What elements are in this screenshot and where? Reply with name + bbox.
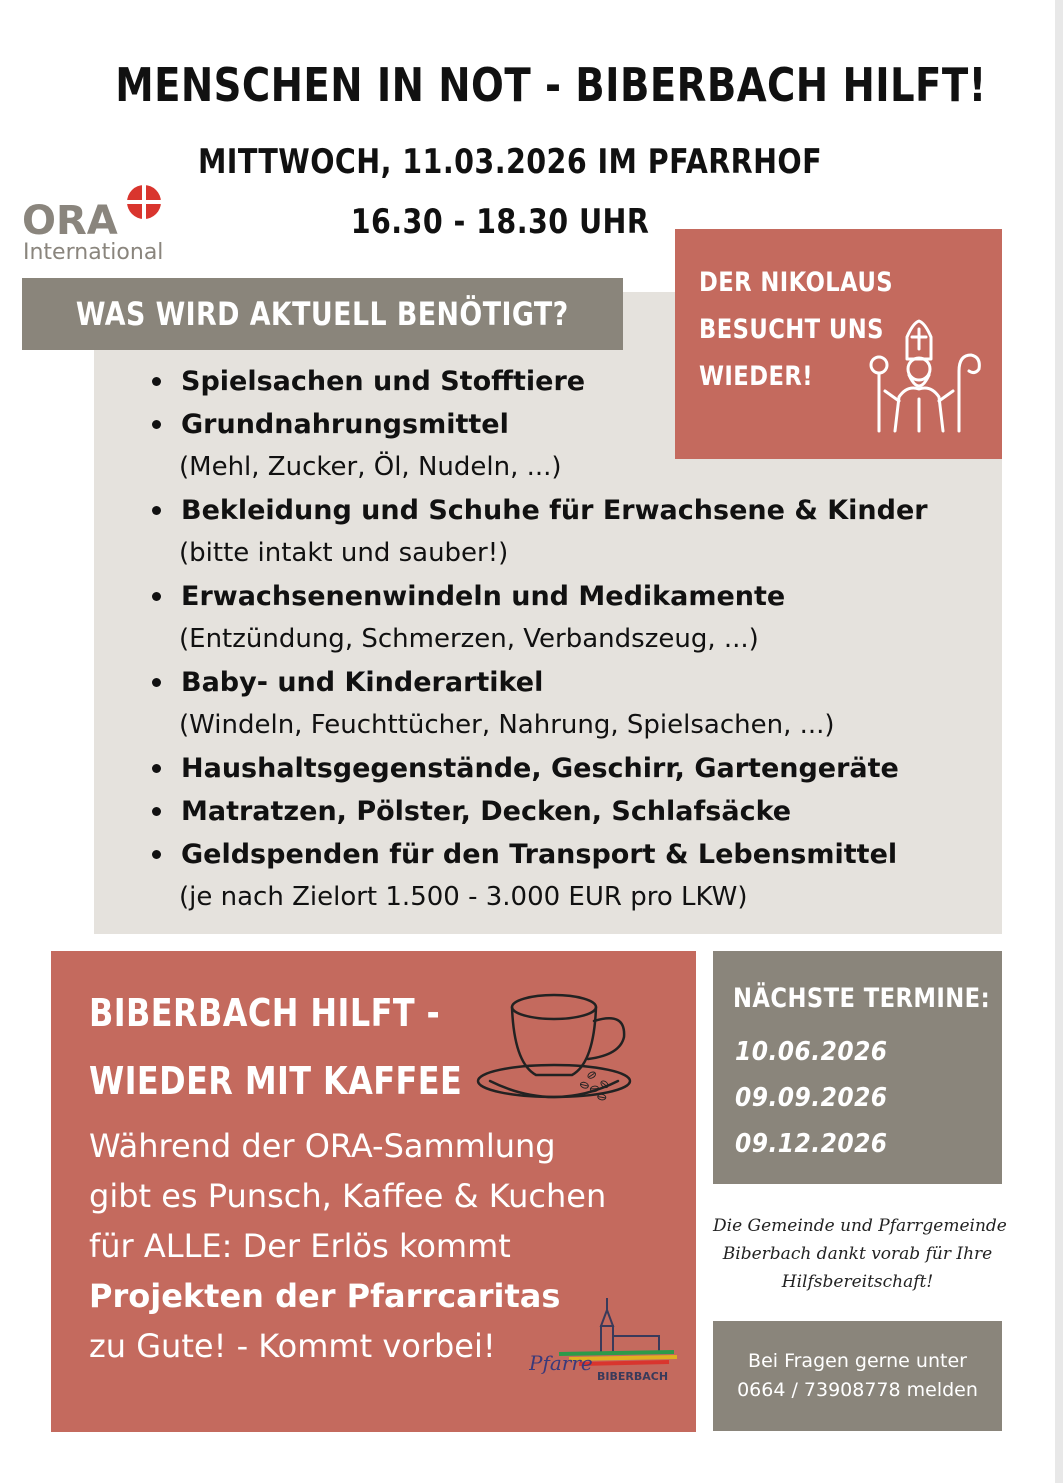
coffee-line: gibt es Punsch, Kaffee & Kuchen <box>89 1177 607 1215</box>
list-item <box>150 661 990 747</box>
contact-box <box>713 1321 1002 1431</box>
coffee-heading-2: WIEDER MIT KAFFEE <box>89 1059 463 1103</box>
thanks-line: Die Gemeinde und Pfarrgemeinde <box>713 1216 1007 1236</box>
nikolaus-box <box>675 229 1002 459</box>
item-label: Haushaltsgegenstände, Geschirr, Gartengeräte <box>181 753 899 784</box>
page-title: MENSCHEN IN NOT - BIBERBACH HILFT! <box>115 58 987 112</box>
ora-cross-icon <box>118 180 178 224</box>
nikolaus-line3: WIEDER! <box>699 361 814 392</box>
item-label: Bekleidung und Schuhe für Erwachsene & Kinder <box>181 495 928 526</box>
nikolaus-line2: BESUCHT UNS <box>699 314 884 345</box>
thanks-line: Biberbach dankt vorab für Ihre <box>722 1244 993 1264</box>
pfarre-biberbach-logo <box>529 1296 679 1390</box>
ora-logo-brand: ORA <box>22 198 118 244</box>
item-note: (Windeln, Feuchttücher, Nahrung, Spielsachen, ...) <box>179 710 835 740</box>
coffee-line-bold: Projekten der Pfarrcaritas <box>89 1277 561 1315</box>
item-note: (Mehl, Zucker, Öl, Nudeln, ...) <box>179 452 562 482</box>
church-icon <box>529 1296 679 1386</box>
list-item <box>150 833 990 919</box>
item-label: Spielsachen und Stofftiere <box>181 366 586 397</box>
list-item <box>150 747 990 790</box>
nikolaus-icon <box>855 319 985 434</box>
nikolaus-text <box>699 259 894 400</box>
termine-title: NÄCHSTE TERMINE: <box>733 983 991 1014</box>
ora-logo <box>22 180 172 270</box>
termine-date: 10.06.2026 <box>735 1037 888 1067</box>
ora-logo-subtitle: International <box>23 240 164 265</box>
item-note: (bitte intakt und sauber!) <box>179 538 509 568</box>
event-date: MITTWOCH, 11.03.2026 IM PFARRHOF <box>197 142 823 182</box>
item-label: Grundnahrungsmittel <box>181 409 509 440</box>
item-note: (je nach Zielort 1.500 - 3.000 EUR pro LKW) <box>179 882 748 912</box>
termine-box <box>713 951 1002 1184</box>
termine-date: 09.12.2026 <box>735 1129 888 1159</box>
coffee-box <box>51 951 696 1432</box>
item-note: (Entzündung, Schmerzen, Verbandszeug, ...) <box>179 624 759 654</box>
needs-heading <box>22 278 623 350</box>
nikolaus-line1: DER NIKOLAUS <box>699 267 894 298</box>
list-item <box>150 575 990 661</box>
coffee-line: Während der ORA-Sammlung <box>89 1127 556 1165</box>
pfarre-script: Pfarre <box>529 1351 593 1375</box>
coffee-line: für ALLE: Der Erlös kommt <box>89 1227 511 1265</box>
thanks-line: Hilfsbereitschaft! <box>781 1272 934 1292</box>
needs-heading-text: WAS WIRD AKTUELL BENÖTIGT? <box>76 295 569 333</box>
pfarre-name: BIBERBACH <box>597 1370 669 1383</box>
event-time: 16.30 - 18.30 UHR <box>350 202 650 242</box>
item-label: Erwachsenenwindeln und Medikamente <box>181 581 786 612</box>
thanks-note <box>713 1212 1007 1296</box>
list-item <box>150 790 990 833</box>
coffee-line: zu Gute! - Kommt vorbei! <box>89 1327 496 1365</box>
coffee-heading-1: BIBERBACH HILFT - <box>89 991 441 1035</box>
item-label: Baby- und Kinderartikel <box>181 667 544 698</box>
item-label: Geldspenden für den Transport & Lebensmittel <box>181 839 898 870</box>
termine-date: 09.09.2026 <box>735 1083 888 1113</box>
contact-phone: 0664 / 73908778 melden <box>737 1379 978 1401</box>
coffee-beans-icon <box>576 1066 676 1146</box>
page-edge <box>1055 0 1063 1483</box>
item-label: Matratzen, Pölster, Decken, Schlafsäcke <box>181 796 792 827</box>
contact-line: Bei Fragen gerne unter <box>748 1350 967 1372</box>
list-item <box>150 489 990 575</box>
